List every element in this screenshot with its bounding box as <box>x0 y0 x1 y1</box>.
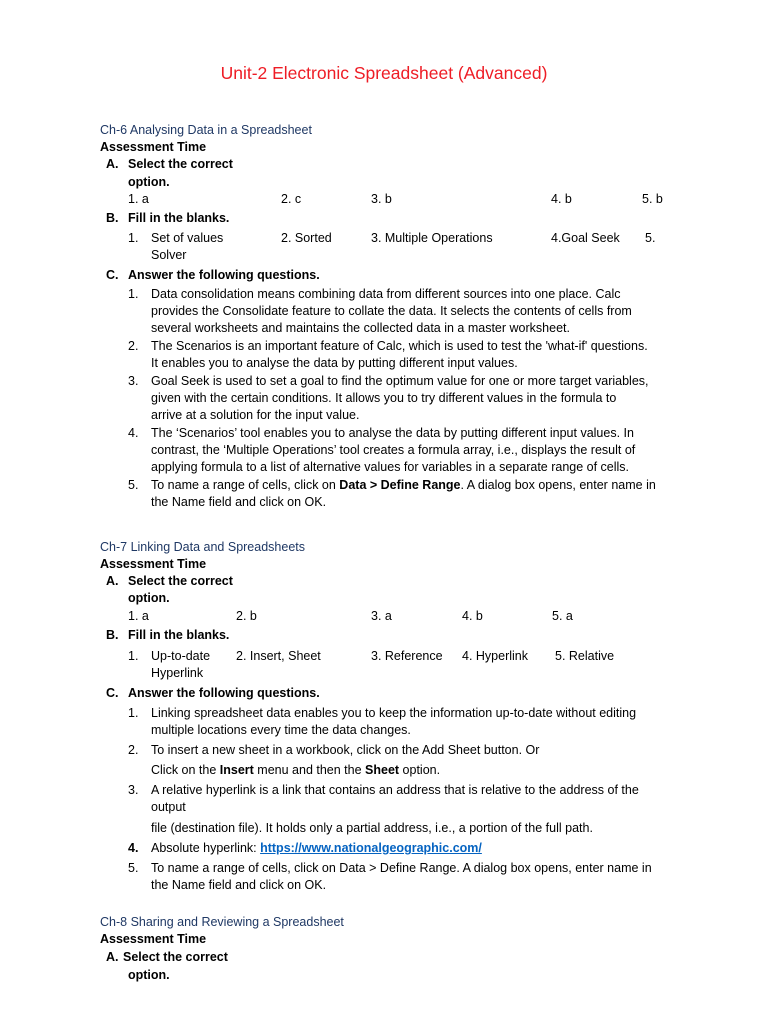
ch7-question-3-line-1: A relative hyperlink is a link that contains an address that is relative to the address of the <box>151 783 639 797</box>
ch7-question-1-line-1: Linking spreadsheet data enables you to keep the information up-to-date without editing <box>151 706 637 720</box>
ch7-fill-answer-5: 5. Relative <box>555 649 615 663</box>
ch7-mcq-answer-2: 2. b <box>236 609 257 623</box>
ch7-q2-sheet-bold: Sheet <box>365 763 400 777</box>
ch6-q5-text-bold: Data > Define Range <box>339 478 461 492</box>
ch6-question-2-line-2: It enables you to analyse the data by putting different input values. <box>151 356 518 370</box>
ch6-section-b-letter: B. <box>106 211 119 225</box>
ch6-q5-text-post: . A dialog box opens, enter name in <box>460 478 656 492</box>
ch7-heading: Ch-7 Linking Data and Spreadsheets <box>100 540 305 554</box>
ch8-heading: Ch-8 Sharing and Reviewing a Spreadsheet <box>100 915 344 929</box>
ch7-section-b-label: Fill in the blanks. <box>128 628 230 642</box>
page-title: Unit-2 Electronic Spreadsheet (Advanced) <box>220 63 548 83</box>
ch7-question-4-number: 4. <box>128 841 139 855</box>
ch6-question-1-line-2: provides the Consolidate feature to collate the data. It selects the contents of cells from <box>151 304 632 318</box>
ch8-section-a-label: Select the correct <box>123 950 228 964</box>
ch7-question-3-line-2: output <box>151 800 186 814</box>
ch7-section-b-letter: B. <box>106 628 119 642</box>
ch7-question-3-number: 3. <box>128 783 139 797</box>
ch6-question-5-line-1 <box>151 477 656 494</box>
ch7-section-a-label-cont: option. <box>128 591 170 605</box>
ch7-question-2-line-2 <box>151 762 440 779</box>
ch6-question-1-number: 1. <box>128 287 139 301</box>
ch6-question-5-number: 5. <box>128 478 139 492</box>
ch6-question-3-number: 3. <box>128 374 139 388</box>
ch7-fill-answer-1: Up-to-date <box>151 649 211 663</box>
ch6-fill-answer-5: 5. <box>645 231 656 245</box>
ch6-question-1-line-3: several worksheets and maintains the collected data in a master worksheet. <box>151 321 570 335</box>
ch6-mcq-answer-4: 4. b <box>551 192 572 206</box>
ch7-q2-text-mid: menu and then the <box>253 763 366 777</box>
ch6-section-a-label: Select the correct <box>128 157 233 171</box>
ch7-fill-answer-3: 3. Reference <box>371 649 443 663</box>
ch7-fill-answer-4: 4. Hyperlink <box>462 649 528 663</box>
ch6-mcq-answer-5: 5. b <box>642 192 663 206</box>
ch6-fill-answer-1: Set of values <box>151 231 224 245</box>
ch7-fill-answer-1-cont: Hyperlink <box>151 666 204 680</box>
ch7-fill-answer-2: 2. Insert, Sheet <box>236 649 321 663</box>
ch6-question-2-number: 2. <box>128 339 139 353</box>
ch7-mcq-answer-1: 1. a <box>128 609 149 623</box>
ch6-section-b-label: Fill in the blanks. <box>128 211 230 225</box>
ch6-section-c-letter: C. <box>106 268 119 282</box>
ch7-q2-text-pre: Click on the <box>151 763 220 777</box>
ch6-question-3-line-2: given with the certain conditions. It allows you to try different values in the formula to <box>151 391 617 405</box>
ch7-question-1-line-2: multiple locations every time the data changes. <box>151 723 411 737</box>
ch6-question-5-line-2: the Name field and click on OK. <box>151 495 327 509</box>
ch7-q2-insert-bold: Insert <box>219 763 254 777</box>
ch7-fill-number-1: 1. <box>128 649 139 663</box>
ch7-question-2-line-1: To insert a new sheet in a workbook, click on the Add Sheet button. Or <box>151 743 540 757</box>
ch7-section-a-letter: A. <box>106 574 119 588</box>
ch6-section-c-label: Answer the following questions. <box>128 268 320 282</box>
ch6-mcq-answer-1: 1. a <box>128 192 149 206</box>
ch8-section-a-label-cont: option. <box>128 968 170 982</box>
ch7-question-4-line <box>151 840 482 857</box>
ch6-section-a-letter: A. <box>106 157 119 171</box>
ch7-assessment-label: Assessment Time <box>100 557 207 571</box>
ch6-fill-number-1: 1. <box>128 231 139 245</box>
ch6-mcq-answer-3: 3. b <box>371 192 392 206</box>
ch6-heading: Ch-6 Analysing Data in a Spreadsheet <box>100 123 312 137</box>
ch6-assessment-label: Assessment Time <box>100 140 207 154</box>
ch7-section-a-label: Select the correct <box>128 574 233 588</box>
ch6-question-3-line-3: arrive at a solution for the input value. <box>151 408 360 422</box>
ch6-mcq-answer-2: 2. c <box>281 192 302 206</box>
ch7-question-5-number: 5. <box>128 861 139 875</box>
ch6-question-1-line-1: Data consolidation means combining data from different sources into one place. Calc <box>151 287 621 301</box>
ch6-question-3-line-1: Goal Seek is used to set a goal to find the optimum value for one or more target variables, <box>151 374 649 388</box>
national-geographic-link[interactable]: https://www.nationalgeographic.com/ <box>260 841 482 855</box>
ch6-fill-answer-3: 3. Multiple Operations <box>371 231 493 245</box>
ch6-q5-text-pre: To name a range of cells, click on <box>151 478 340 492</box>
ch7-question-5-line-1: To name a range of cells, click on Data > Define Range. A dialog box opens, enter name in <box>151 861 652 875</box>
ch7-mcq-answer-4: 4. b <box>462 609 483 623</box>
ch7-question-1-number: 1. <box>128 706 139 720</box>
ch7-question-3-line-3: file (destination file). It holds only a partial address, i.e., a portion of the full path. <box>151 821 593 835</box>
ch7-question-5-line-2: the Name field and click on OK. <box>151 878 327 892</box>
ch6-question-4-line-1: The ‘Scenarios’ tool enables you to analyse the data by putting different input values. In <box>151 426 634 440</box>
ch6-question-4-line-3: applying formula to a list of alternative values for variables in a separate range of cells. <box>151 460 630 474</box>
ch6-question-2-line-1: The Scenarios is an important feature of Calc, which is used to test the 'what-if' questions. <box>151 339 648 353</box>
ch6-fill-answer-1-cont: Solver <box>151 248 187 262</box>
ch6-fill-answer-2: 2. Sorted <box>281 231 332 245</box>
ch7-q2-text-post: option. <box>399 763 441 777</box>
ch7-section-c-label: Answer the following questions. <box>128 686 320 700</box>
ch6-question-4-number: 4. <box>128 426 139 440</box>
ch7-q4-text-pre: Absolute hyperlink: <box>151 841 261 855</box>
ch8-section-a-letter: A. <box>106 950 119 964</box>
ch8-assessment-label: Assessment Time <box>100 932 207 946</box>
ch6-fill-answer-4: 4.Goal Seek <box>551 231 620 245</box>
ch7-question-2-number: 2. <box>128 743 139 757</box>
ch7-mcq-answer-3: 3. a <box>371 609 392 623</box>
ch7-section-c-letter: C. <box>106 686 119 700</box>
ch7-mcq-answer-5: 5. a <box>552 609 573 623</box>
ch6-section-a-label-cont: option. <box>128 175 170 189</box>
ch6-question-4-line-2: contrast, the ‘Multiple Operations’ tool creates a formula array, i.e., displays the result of <box>151 443 636 457</box>
